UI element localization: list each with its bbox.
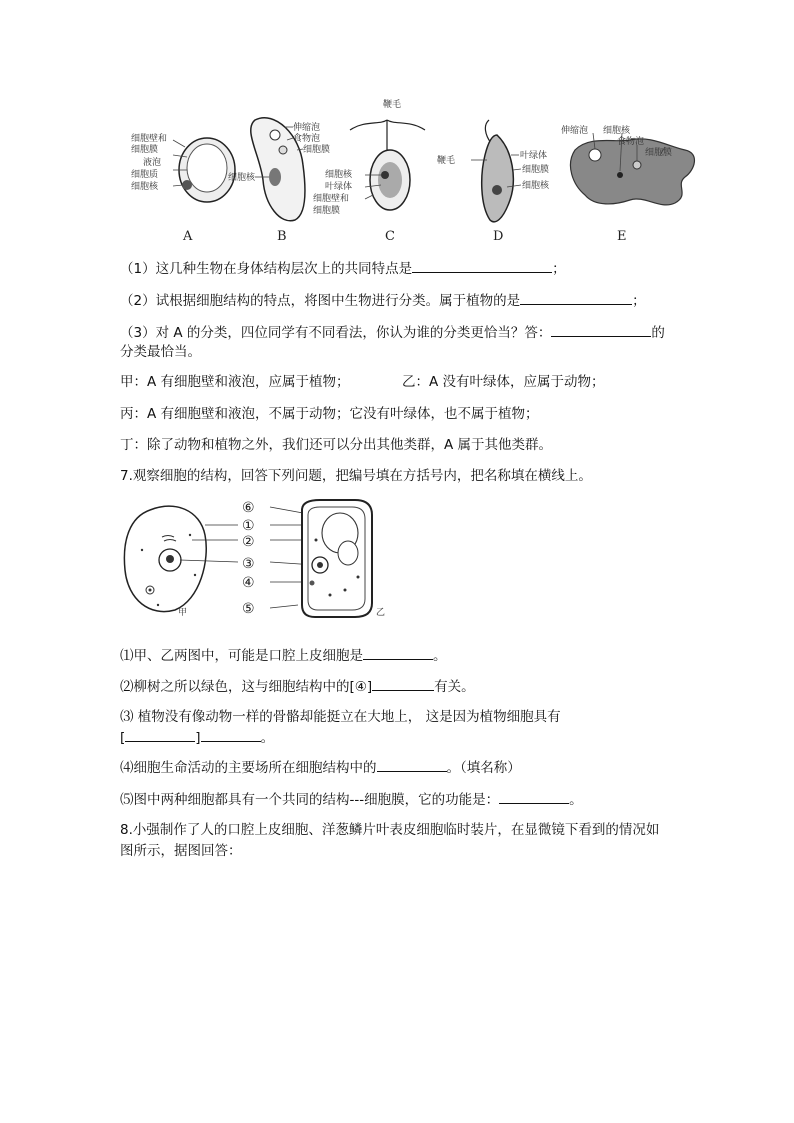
- q6-part1-end: ；: [552, 261, 566, 277]
- q6-part1-text: （1）这几种生物在身体结构层次上的共同特点是: [120, 261, 413, 277]
- q7-sub2-end: 有关。: [434, 679, 475, 695]
- q6-opinion-ding: 丁：除了动物和植物之外，我们还可以分出其他类群，A 属于其他类群。: [120, 437, 553, 453]
- q6-part3-line2: 分类最恰当。: [120, 344, 201, 360]
- q7-sub1-end: 。: [433, 648, 447, 664]
- panel-c-label-4: 细胞壁和: [313, 194, 350, 204]
- panel-e-letter: E: [617, 229, 627, 244]
- q7-sub1: [120, 645, 447, 666]
- q7-sub5-blank[interactable]: [499, 789, 569, 804]
- panel-d: [437, 120, 550, 244]
- marker-5: ⑤: [242, 601, 255, 617]
- q6-part3-text: （3）对 A 的分类，四位同学有不同看法，你认为谁的分类更恰当？答：: [120, 325, 552, 341]
- q7-sub1-text: ⑴甲、乙两图中，可能是口腔上皮细胞是: [120, 648, 363, 664]
- q6-opinion-jia: 甲：A 有细胞壁和液泡，应属于植物；: [120, 374, 350, 390]
- q6-part2-blank[interactable]: [520, 290, 632, 305]
- q8-line2: 图所示，据图回答：: [120, 843, 242, 859]
- q7-title: 7.观察细胞的结构，回答下列问题，把编号填在方括号内，把名称填在横线上。: [120, 468, 592, 484]
- q7-sub2-blank[interactable]: [372, 676, 434, 691]
- cells-figure: [120, 495, 390, 625]
- panel-b-label-2: 食物泡: [293, 134, 321, 144]
- panel-a-label-5: 细胞核: [131, 182, 159, 192]
- marker-2: ②: [242, 534, 255, 550]
- panel-d-label-2: 叶绿体: [520, 151, 548, 161]
- animal-cell-label: 甲: [178, 608, 188, 618]
- q7-sub3-line2: [120, 727, 274, 748]
- panel-a: [131, 132, 235, 244]
- q7-sub4: [120, 757, 521, 778]
- panel-a-label-4: 细胞质: [131, 170, 159, 180]
- q7-sub4-end: 。（填名称）: [446, 760, 521, 776]
- q7-sub5-text: ⑸图中两种细胞都具有一个共同的结构---细胞膜，它的功能是：: [120, 792, 500, 808]
- panel-d-letter: D: [493, 229, 504, 244]
- q7-sub4-text: ⑷细胞生命活动的主要场所在细胞结构中的: [120, 760, 377, 776]
- q6-part3-blank[interactable]: [551, 322, 651, 337]
- q7-sub3-close: ]: [195, 730, 201, 746]
- q6-part3: [120, 322, 665, 343]
- marker-1: ①: [242, 518, 255, 534]
- marker-3: ③: [242, 556, 255, 572]
- plant-cell-label: 乙: [376, 608, 386, 618]
- panel-a-letter: A: [183, 229, 193, 244]
- panel-e-label-1: 伸缩泡: [561, 126, 589, 136]
- panel-c-label-1: 鞭毛: [383, 100, 402, 110]
- panel-b-label-3: 细胞膜: [303, 145, 331, 155]
- q6-part2: [120, 290, 646, 311]
- animal-cell: [124, 506, 206, 618]
- panel-b-label-1: 伸缩泡: [293, 123, 321, 133]
- q7-sub2: [120, 676, 475, 697]
- q7-sub3: ⑶ 植物没有像动物一样的骨骼却能挺立在大地上， 这是因为植物细胞具有: [120, 709, 561, 725]
- panel-b-letter: B: [277, 229, 287, 244]
- q7-sub3-open: [: [120, 730, 126, 746]
- panel-a-label-1: 细胞壁和: [131, 134, 168, 144]
- panel-b-label-4: 细胞核: [228, 173, 256, 183]
- organisms-figure-svg: [125, 95, 710, 250]
- q6-opinion-yi: 乙：A 没有叶绿体，应属于动物；: [402, 374, 605, 390]
- panel-e: [561, 124, 694, 244]
- q6-opinion-bing: 丙：A 有细胞壁和液泡，不属于动物；它没有叶绿体，也不属于植物；: [120, 406, 539, 422]
- q7-sub5: [120, 789, 583, 810]
- panel-c-label-2: 细胞核: [325, 170, 353, 180]
- panel-c: [313, 98, 425, 244]
- q8-line1: 8.小强制作了人的口腔上皮细胞、洋葱鳞片叶表皮细胞临时装片，在显微镜下看到的情况如: [120, 822, 660, 838]
- panel-b: [228, 118, 330, 244]
- panel-a-label-2: 细胞膜: [131, 145, 159, 155]
- panel-c-label-3: 叶绿体: [325, 182, 353, 192]
- q7-sub1-blank[interactable]: [363, 645, 433, 660]
- q6-part2-text: （2）试根据细胞结构的特点，将图中生物进行分类。属于植物的是: [120, 293, 521, 309]
- panel-e-label-3: 食物泡: [617, 137, 645, 147]
- panel-a-label-3: 液泡: [143, 158, 162, 168]
- marker-6: ⑥: [242, 500, 255, 516]
- marker-4: ④: [242, 575, 255, 591]
- panel-c-label-5: 细胞膜: [313, 206, 341, 216]
- panel-e-label-2: 细胞核: [603, 126, 631, 136]
- q6-part3-end: 的: [651, 325, 665, 341]
- q7-sub3-end: 。: [260, 730, 275, 746]
- q7-sub3-blank-name[interactable]: [201, 727, 261, 742]
- marker-numbers: [242, 500, 255, 617]
- panel-d-label-3: 细胞膜: [522, 165, 550, 175]
- q6-part2-end: ；: [632, 293, 646, 309]
- panel-d-label-4: 细胞核: [522, 181, 550, 191]
- panel-e-label-4: 细胞膜: [645, 148, 673, 158]
- q7-sub3-blank-number[interactable]: [125, 727, 195, 742]
- organisms-figure: [125, 95, 710, 250]
- panel-c-letter: C: [385, 229, 395, 244]
- q7-sub4-blank[interactable]: [377, 757, 447, 772]
- panel-d-label-1: 鞭毛: [437, 156, 456, 166]
- q6-part1: [120, 258, 566, 279]
- plant-cell: [302, 500, 385, 618]
- cells-figure-svg: [120, 495, 390, 625]
- q6-part1-blank[interactable]: [412, 258, 552, 273]
- q7-sub2-text: ⑵柳树之所以绿色，这与细胞结构中的[④]: [120, 679, 373, 695]
- q7-sub5-end: 。: [569, 792, 583, 808]
